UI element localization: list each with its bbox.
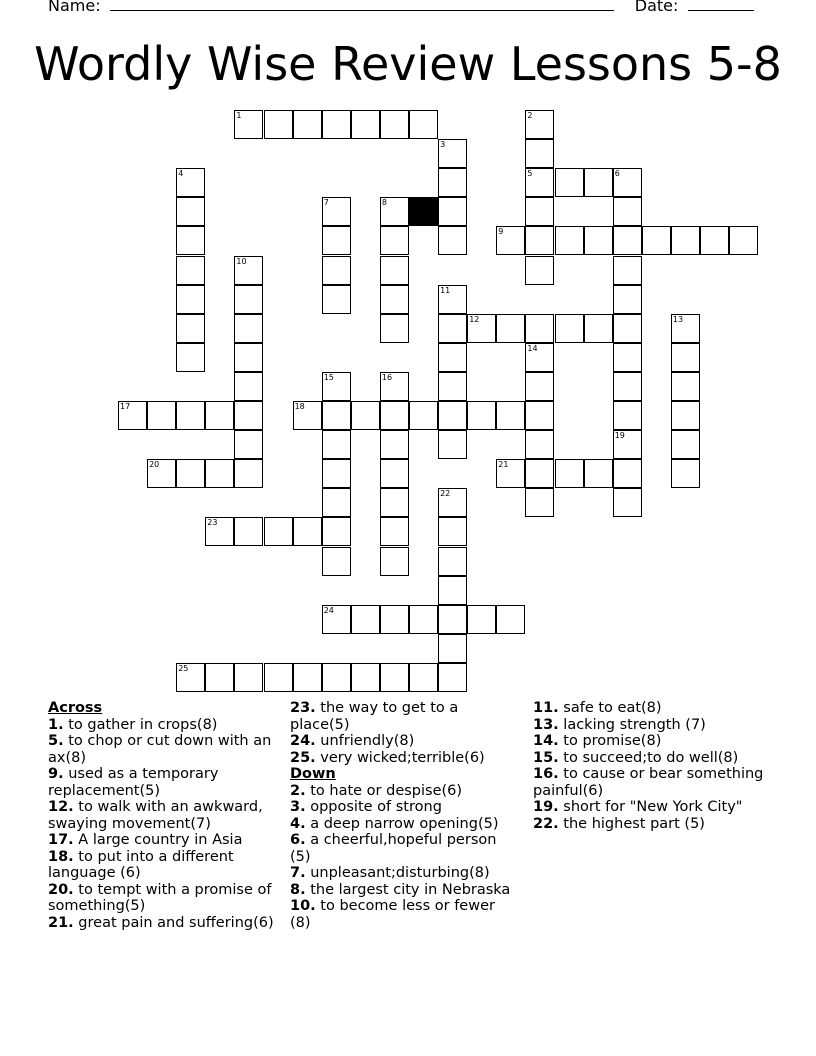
grid-cell[interactable] [555, 459, 584, 488]
grid-cell[interactable] [438, 430, 467, 459]
clue-number: 22 [440, 489, 451, 499]
clue-num: 16. [533, 766, 559, 782]
clue-number: 7 [323, 198, 329, 208]
grid-cell[interactable] [438, 663, 467, 692]
clue-number: 24 [323, 605, 334, 615]
grid-cell[interactable] [525, 372, 554, 401]
clue-item [290, 750, 512, 767]
grid-cell[interactable] [438, 197, 467, 226]
clue-num: 21. [48, 914, 74, 931]
grid-cell[interactable] [176, 459, 205, 488]
clue-item [290, 783, 512, 800]
grid-cell[interactable] [525, 110, 554, 139]
grid-cell[interactable] [322, 430, 351, 459]
clue-text: opposite of strong [305, 799, 442, 815]
clue-number: 20 [149, 460, 160, 470]
grid-cell[interactable] [176, 401, 205, 430]
clue-number: 13 [672, 314, 684, 324]
page-title: Wordly Wise Review Lessons 5-8 [34, 37, 782, 91]
clue-num: 17. [48, 832, 74, 848]
grid-cell[interactable] [176, 663, 205, 692]
clue-text: to succeed;to do well(8) [558, 749, 739, 766]
grid-cell[interactable] [380, 547, 409, 576]
clue-num: 11. [533, 700, 559, 716]
date-label: Date: [634, 0, 679, 15]
grid-cell[interactable] [555, 168, 584, 197]
clue-num: 2. [290, 782, 306, 799]
clue-number: 25 [178, 663, 189, 673]
clue-number: 16 [381, 372, 393, 382]
clue-item [290, 700, 512, 733]
clue-item [533, 816, 765, 833]
grid-cell[interactable] [438, 372, 467, 401]
clue-number: 3 [440, 140, 446, 150]
grid-cell[interactable] [293, 517, 322, 546]
grid-cell[interactable] [729, 226, 758, 255]
grid-cell[interactable] [613, 459, 642, 488]
grid-cell[interactable] [613, 256, 642, 285]
clue-item [290, 865, 512, 882]
grid-cell[interactable] [176, 226, 205, 255]
grid-cell[interactable] [525, 226, 554, 255]
grid-cell[interactable] [322, 110, 351, 139]
grid-cell[interactable] [380, 459, 409, 488]
grid-cell[interactable] [525, 256, 554, 285]
clue-number: 17 [120, 402, 131, 411]
clue-text: to become less or fewer (8) [290, 898, 495, 931]
grid-cell[interactable] [176, 256, 205, 285]
clue-text: safe to eat(8) [558, 700, 662, 716]
clue-number: 12 [469, 314, 480, 324]
grid-cell[interactable] [525, 139, 554, 168]
grid-cell[interactable] [525, 488, 554, 517]
clue-text: very wicked;terrible(6) [315, 749, 485, 766]
clue-number: 18 [294, 402, 305, 411]
clue-number: 23 [207, 518, 218, 528]
grid-cell[interactable] [380, 430, 409, 459]
grid-cell[interactable] [380, 517, 409, 546]
grid-cell[interactable] [293, 663, 322, 692]
clue-text: lacking strength (7) [558, 716, 706, 733]
grid-cell[interactable] [613, 197, 642, 226]
clue-text: to chop or cut down with an ax(8) [48, 733, 272, 766]
grid-cell[interactable] [467, 605, 496, 634]
grid-cell[interactable] [234, 459, 263, 488]
grid-cell[interactable] [380, 110, 409, 139]
clue-num: 19. [533, 799, 559, 815]
grid-cell[interactable] [322, 517, 351, 546]
clue-text: to promise(8) [558, 733, 662, 749]
grid-cell[interactable] [671, 226, 700, 255]
grid-cell[interactable] [205, 459, 234, 488]
clue-text: a cheerful,hopeful person (5) [290, 832, 497, 865]
clue-text: the largest city in Nebraska [305, 881, 511, 898]
grid-cell[interactable] [176, 343, 205, 372]
clue-column-3 [533, 700, 765, 832]
grid-cell[interactable] [555, 226, 584, 255]
grid-cell[interactable] [613, 343, 642, 372]
clue-item [290, 733, 512, 750]
grid-cell[interactable] [671, 372, 700, 401]
clue-text: unpleasant;disturbing(8) [305, 865, 490, 881]
grid-cell[interactable] [613, 372, 642, 401]
clue-num: 14. [533, 733, 559, 749]
grid-cell[interactable] [176, 285, 205, 314]
grid-cell[interactable] [234, 517, 263, 546]
grid-cell[interactable] [409, 663, 438, 692]
black-cell [409, 197, 438, 226]
grid-cell[interactable] [438, 226, 467, 255]
grid-cell[interactable] [351, 110, 380, 139]
grid-cell[interactable] [380, 226, 409, 255]
grid-cell[interactable] [613, 401, 642, 430]
grid-cell[interactable] [525, 430, 554, 459]
clue-item [533, 750, 765, 767]
grid-cell[interactable] [467, 314, 496, 343]
grid-cell[interactable] [322, 488, 351, 517]
grid-cell[interactable] [322, 547, 351, 576]
grid-cell[interactable] [496, 459, 525, 488]
grid-cell[interactable] [438, 547, 467, 576]
clue-text: A large country in Asia [73, 832, 243, 848]
grid-cell[interactable] [584, 459, 613, 488]
grid-cell[interactable] [322, 663, 351, 692]
clue-text: used as a temporary replacement(5) [48, 766, 219, 799]
grid-cell[interactable] [176, 168, 205, 197]
clue-num: 5. [48, 733, 64, 749]
grid-cell[interactable] [438, 634, 467, 663]
clue-num: 15. [533, 749, 559, 766]
grid-cell[interactable] [234, 430, 263, 459]
grid-cell[interactable] [293, 110, 322, 139]
grid-cell[interactable] [380, 605, 409, 634]
clue-item [290, 898, 512, 931]
grid-cell[interactable] [438, 401, 467, 430]
grid-cell[interactable] [438, 576, 467, 605]
grid-cell[interactable] [234, 372, 263, 401]
clue-text: to put into a different language (6) [48, 848, 234, 881]
grid-cell[interactable] [467, 401, 496, 430]
grid-cell[interactable] [264, 517, 293, 546]
clue-number: 14 [527, 343, 538, 353]
clue-number: 15 [323, 372, 334, 382]
clue-num: 3. [290, 799, 306, 815]
grid-cell[interactable] [671, 401, 700, 430]
grid-cell[interactable] [438, 605, 467, 634]
grid-cell[interactable] [496, 401, 525, 430]
clue-number: 5 [527, 169, 533, 179]
grid-cell[interactable] [205, 401, 234, 430]
clue-num: 18. [48, 848, 74, 865]
clue-column-1 [48, 700, 280, 931]
clue-item [290, 832, 512, 865]
grid-cell[interactable] [380, 372, 409, 401]
clue-item [48, 799, 280, 832]
clue-item [48, 882, 280, 915]
clue-text: to cause or bear something painful(6) [533, 766, 764, 799]
clue-num: 7. [290, 865, 306, 881]
clue-text: a deep narrow opening(5) [305, 815, 499, 832]
clue-column-2 [290, 700, 512, 931]
clue-item [48, 849, 280, 882]
grid-cell[interactable] [147, 459, 176, 488]
grid-cell[interactable] [322, 605, 351, 634]
grid-cell[interactable] [322, 459, 351, 488]
grid-cell[interactable] [380, 256, 409, 285]
grid-cell[interactable] [613, 430, 642, 459]
grid-cell[interactable] [613, 168, 642, 197]
clue-item [533, 766, 765, 799]
clue-text: short for "New York City" [558, 799, 743, 815]
clue-num: 22. [533, 815, 559, 832]
grid-cell[interactable] [234, 314, 263, 343]
clue-num: 1. [48, 716, 64, 733]
grid-cell[interactable] [264, 663, 293, 692]
clue-text: great pain and suffering(6) [73, 914, 274, 931]
clue-item [290, 882, 512, 899]
clue-item [290, 799, 512, 816]
grid-cell[interactable] [409, 401, 438, 430]
clue-num: 12. [48, 799, 74, 815]
clue-text: to hate or despise(6) [305, 782, 463, 799]
clue-num: 10. [290, 898, 316, 914]
grid-cell[interactable] [234, 256, 263, 285]
clue-item [290, 816, 512, 833]
clue-num: 4. [290, 815, 306, 832]
clue-number: 19 [614, 431, 625, 441]
grid-cell[interactable] [584, 168, 613, 197]
grid-cell[interactable] [438, 168, 467, 197]
clue-num: 6. [290, 832, 306, 848]
grid-cell[interactable] [525, 401, 554, 430]
grid-cell[interactable] [409, 605, 438, 634]
grid-cell[interactable] [234, 401, 263, 430]
grid-cell[interactable] [409, 110, 438, 139]
grid-cell[interactable] [496, 226, 525, 255]
grid-cell[interactable] [234, 285, 263, 314]
grid-cell[interactable] [380, 197, 409, 226]
grid-cell[interactable] [205, 517, 234, 546]
grid-cell[interactable] [322, 256, 351, 285]
clue-number: 21 [498, 460, 509, 470]
grid-cell[interactable] [118, 401, 147, 430]
grid-cell[interactable] [525, 197, 554, 226]
grid-cell[interactable] [525, 343, 554, 372]
grid-cell[interactable] [438, 139, 467, 168]
grid-cell[interactable] [671, 459, 700, 488]
clue-text: to walk with an awkward, swaying movement(7) [48, 799, 263, 832]
grid-cell[interactable] [525, 314, 554, 343]
clue-number: 8 [381, 198, 387, 208]
clue-num: 23. [290, 700, 316, 716]
clue-num: 8. [290, 881, 306, 898]
grid-cell[interactable] [380, 488, 409, 517]
grid-cell[interactable] [234, 110, 263, 139]
clue-number: 10 [236, 256, 247, 266]
clue-item [533, 717, 765, 734]
clue-text: to tempt with a promise of something(5) [48, 881, 272, 914]
grid-cell[interactable] [234, 663, 263, 692]
grid-cell[interactable] [234, 343, 263, 372]
grid-cell[interactable] [642, 226, 671, 255]
grid-cell[interactable] [380, 663, 409, 692]
grid-cell[interactable] [322, 226, 351, 255]
grid-cell[interactable] [351, 605, 380, 634]
clue-item [533, 799, 765, 816]
grid-cell[interactable] [380, 401, 409, 430]
grid-cell[interactable] [438, 314, 467, 343]
grid-cell[interactable] [351, 663, 380, 692]
clue-number: 9 [498, 227, 504, 237]
grid-cell[interactable] [700, 226, 729, 255]
grid-cell[interactable] [322, 401, 351, 430]
clue-number: 6 [614, 169, 620, 179]
clue-item [48, 915, 280, 932]
grid-cell[interactable] [671, 314, 700, 343]
across-heading: Across [48, 700, 103, 716]
clue-number: 1 [236, 111, 242, 120]
grid-cell[interactable] [380, 285, 409, 314]
grid-cell[interactable] [438, 517, 467, 546]
name-label: Name: [48, 0, 101, 15]
grid-cell[interactable] [293, 401, 322, 430]
grid-cell[interactable] [176, 197, 205, 226]
clue-text: the highest part (5) [558, 815, 705, 832]
clue-num: 13. [533, 716, 559, 733]
grid-cell[interactable] [613, 285, 642, 314]
clue-number: 4 [178, 169, 184, 179]
grid-cell[interactable] [613, 314, 642, 343]
clue-number: 11 [440, 285, 451, 295]
clue-num: 9. [48, 766, 64, 782]
grid-cell[interactable] [438, 343, 467, 372]
grid-cell[interactable] [525, 168, 554, 197]
grid-cell[interactable] [351, 401, 380, 430]
grid-cell[interactable] [496, 314, 525, 343]
clue-item [48, 766, 280, 799]
grid-cell[interactable] [584, 314, 613, 343]
grid-cell[interactable] [555, 314, 584, 343]
grid-cell[interactable] [322, 372, 351, 401]
grid-cell[interactable] [613, 226, 642, 255]
clue-item [48, 832, 280, 849]
grid-cell[interactable] [322, 197, 351, 226]
grid-cell[interactable] [438, 285, 467, 314]
grid-cell[interactable] [671, 343, 700, 372]
grid-cell[interactable] [613, 488, 642, 517]
clue-text: the way to get to a place(5) [290, 700, 459, 733]
grid-cell[interactable] [176, 314, 205, 343]
clue-num: 20. [48, 881, 74, 898]
grid-cell[interactable] [525, 459, 554, 488]
clue-text: to gather in crops(8) [63, 716, 218, 733]
clue-item [533, 700, 765, 717]
clue-item [48, 733, 280, 766]
clue-text: unfriendly(8) [315, 733, 415, 749]
grid-cell[interactable] [322, 285, 351, 314]
grid-cell[interactable] [147, 401, 176, 430]
grid-cell[interactable] [380, 314, 409, 343]
grid-cell[interactable] [264, 110, 293, 139]
grid-cell[interactable] [496, 605, 525, 634]
clue-item [533, 733, 765, 750]
clue-item [48, 717, 280, 734]
grid-cell[interactable] [671, 430, 700, 459]
clue-number: 2 [527, 111, 533, 120]
clue-num: 24. [290, 733, 316, 749]
clue-num: 25. [290, 749, 316, 766]
grid-cell[interactable] [205, 663, 234, 692]
grid-cell[interactable] [584, 226, 613, 255]
grid-cell[interactable] [438, 488, 467, 517]
down-heading: Down [290, 766, 336, 782]
